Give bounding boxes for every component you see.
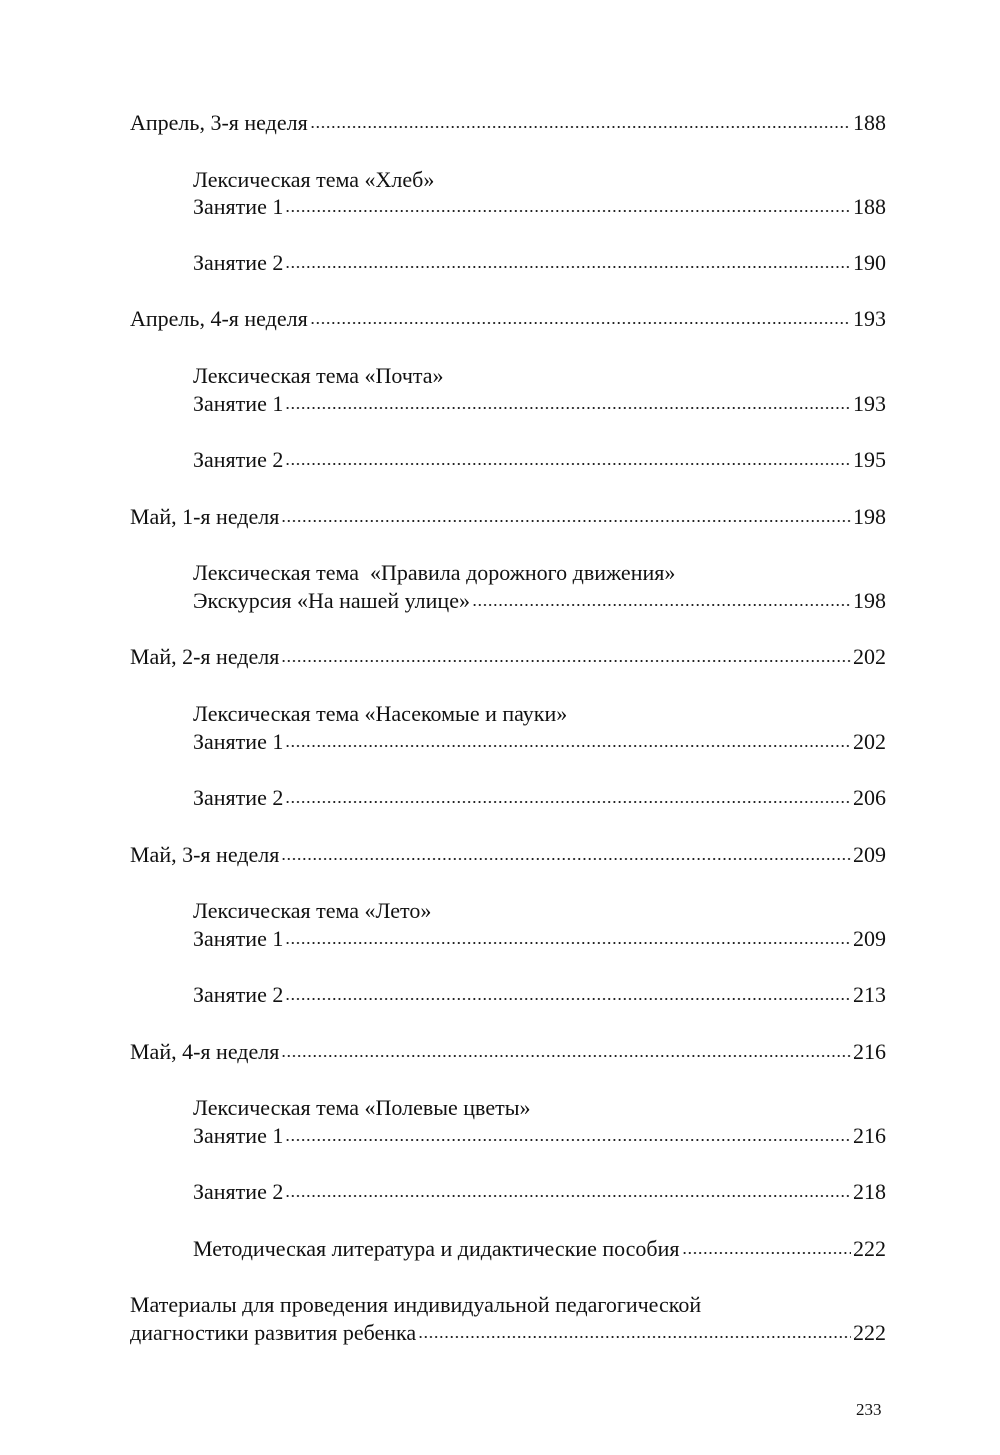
lexical-topic-insects: Лексическая тема «Насекомые и пауки» xyxy=(193,701,568,726)
toc-entry-title: Май, 2-я неделя xyxy=(130,644,280,669)
toc-entry-may-week-4 xyxy=(130,1038,886,1066)
toc-entry-title: Методическая литература и дидактические пособия xyxy=(193,1236,680,1261)
toc-entry-page: 190 xyxy=(853,250,886,275)
toc-entry-title: диагностики развития ребенка xyxy=(130,1320,417,1345)
toc-entry-lesson-1 xyxy=(193,728,886,756)
toc-entry-page: 188 xyxy=(853,110,886,135)
toc-entry-page: 213 xyxy=(853,982,886,1007)
lexical-topic-traffic-rules: Лексическая тема «Правила дорожного движения» xyxy=(193,560,676,585)
leader-dots xyxy=(281,658,851,664)
toc-entry-methodical-literature xyxy=(193,1235,886,1263)
lexical-topic-mail: Лексическая тема «Почта» xyxy=(193,363,444,388)
toc-entry-page: 218 xyxy=(853,1179,886,1204)
toc-entry-page: 209 xyxy=(853,926,886,951)
leader-dots xyxy=(285,996,851,1002)
toc-entry-page: 198 xyxy=(853,588,886,613)
toc-entry-title: Занятие 1 xyxy=(193,729,284,754)
toc-entry-may-week-3 xyxy=(130,841,886,869)
leader-dots xyxy=(285,940,851,946)
lexical-topic-summer: Лексическая тема «Лето» xyxy=(193,898,432,923)
toc-entry-page: 209 xyxy=(853,842,886,867)
lexical-topic-wildflowers: Лексическая тема «Полевые цветы» xyxy=(193,1095,531,1120)
toc-entry-lesson-2 xyxy=(193,249,886,277)
toc-entry-title: Занятие 2 xyxy=(193,1179,284,1204)
toc-entry-title: Экскурсия «На нашей улице» xyxy=(193,588,470,613)
leader-dots xyxy=(285,743,851,749)
toc-entry-lesson-1 xyxy=(193,1122,886,1150)
toc-entry-title: Май, 3-я неделя xyxy=(130,842,280,867)
leader-dots xyxy=(285,799,851,805)
page-number: 233 xyxy=(856,1400,882,1419)
toc-entry-page: 216 xyxy=(853,1039,886,1064)
leader-dots xyxy=(281,1053,851,1059)
toc-entry-excursion xyxy=(193,587,886,615)
leader-dots xyxy=(285,208,851,214)
toc-entry-lesson-2 xyxy=(193,981,886,1009)
toc-entry-april-week-4 xyxy=(130,305,886,333)
toc-entry-title: Май, 1-я неделя xyxy=(130,504,280,529)
toc-entry-title: Занятие 1 xyxy=(193,391,284,416)
toc-entry-lesson-2 xyxy=(193,446,886,474)
leader-dots xyxy=(285,461,851,467)
leader-dots xyxy=(310,320,851,326)
leader-dots xyxy=(285,405,851,411)
toc-entry-title: Занятие 2 xyxy=(193,982,284,1007)
toc-entry-page: 216 xyxy=(853,1123,886,1148)
toc-entry-title: Занятие 2 xyxy=(193,447,284,472)
leader-dots xyxy=(285,1193,851,1199)
toc-entry-diagnostics-line1: Материалы для проведения индивидуальной педагогической xyxy=(130,1292,702,1317)
toc-entry-lesson-1 xyxy=(193,390,886,418)
toc-entry-page: 193 xyxy=(853,391,886,416)
toc-entry-lesson-1 xyxy=(193,193,886,221)
toc-entry-may-week-2 xyxy=(130,643,886,671)
toc-entry-title: Апрель, 3-я неделя xyxy=(130,110,308,135)
toc-entry-page: 188 xyxy=(853,194,886,219)
leader-dots xyxy=(281,856,851,862)
leader-dots xyxy=(682,1250,851,1256)
lexical-topic-bread: Лексическая тема «Хлеб» xyxy=(193,167,435,192)
leader-dots xyxy=(418,1334,851,1340)
toc-entry-lesson-1 xyxy=(193,925,886,953)
toc-entry-page: 193 xyxy=(853,306,886,331)
toc-entry-title: Занятие 1 xyxy=(193,1123,284,1148)
toc-entry-title: Занятие 2 xyxy=(193,250,284,275)
toc-entry-page: 202 xyxy=(853,644,886,669)
toc-entry-may-week-1 xyxy=(130,503,886,531)
toc-entry-page: 222 xyxy=(853,1320,886,1345)
toc-entry-april-week-3 xyxy=(130,109,886,137)
toc-entry-page: 195 xyxy=(853,447,886,472)
toc-entry-page: 206 xyxy=(853,785,886,810)
toc-entry-lesson-2 xyxy=(193,1178,886,1206)
toc-entry-page: 222 xyxy=(853,1236,886,1261)
leader-dots xyxy=(285,264,851,270)
toc-entry-page: 202 xyxy=(853,729,886,754)
toc-entry-diagnostics xyxy=(130,1319,886,1347)
toc-entry-title: Май, 4-я неделя xyxy=(130,1039,280,1064)
toc-entry-lesson-2 xyxy=(193,784,886,812)
leader-dots xyxy=(472,602,851,608)
leader-dots xyxy=(285,1137,851,1143)
toc-entry-title: Занятие 2 xyxy=(193,785,284,810)
toc-entry-title: Занятие 1 xyxy=(193,926,284,951)
leader-dots xyxy=(310,124,851,130)
toc-entry-title: Апрель, 4-я неделя xyxy=(130,306,308,331)
toc-entry-page: 198 xyxy=(853,504,886,529)
leader-dots xyxy=(281,518,851,524)
toc-entry-title: Занятие 1 xyxy=(193,194,284,219)
